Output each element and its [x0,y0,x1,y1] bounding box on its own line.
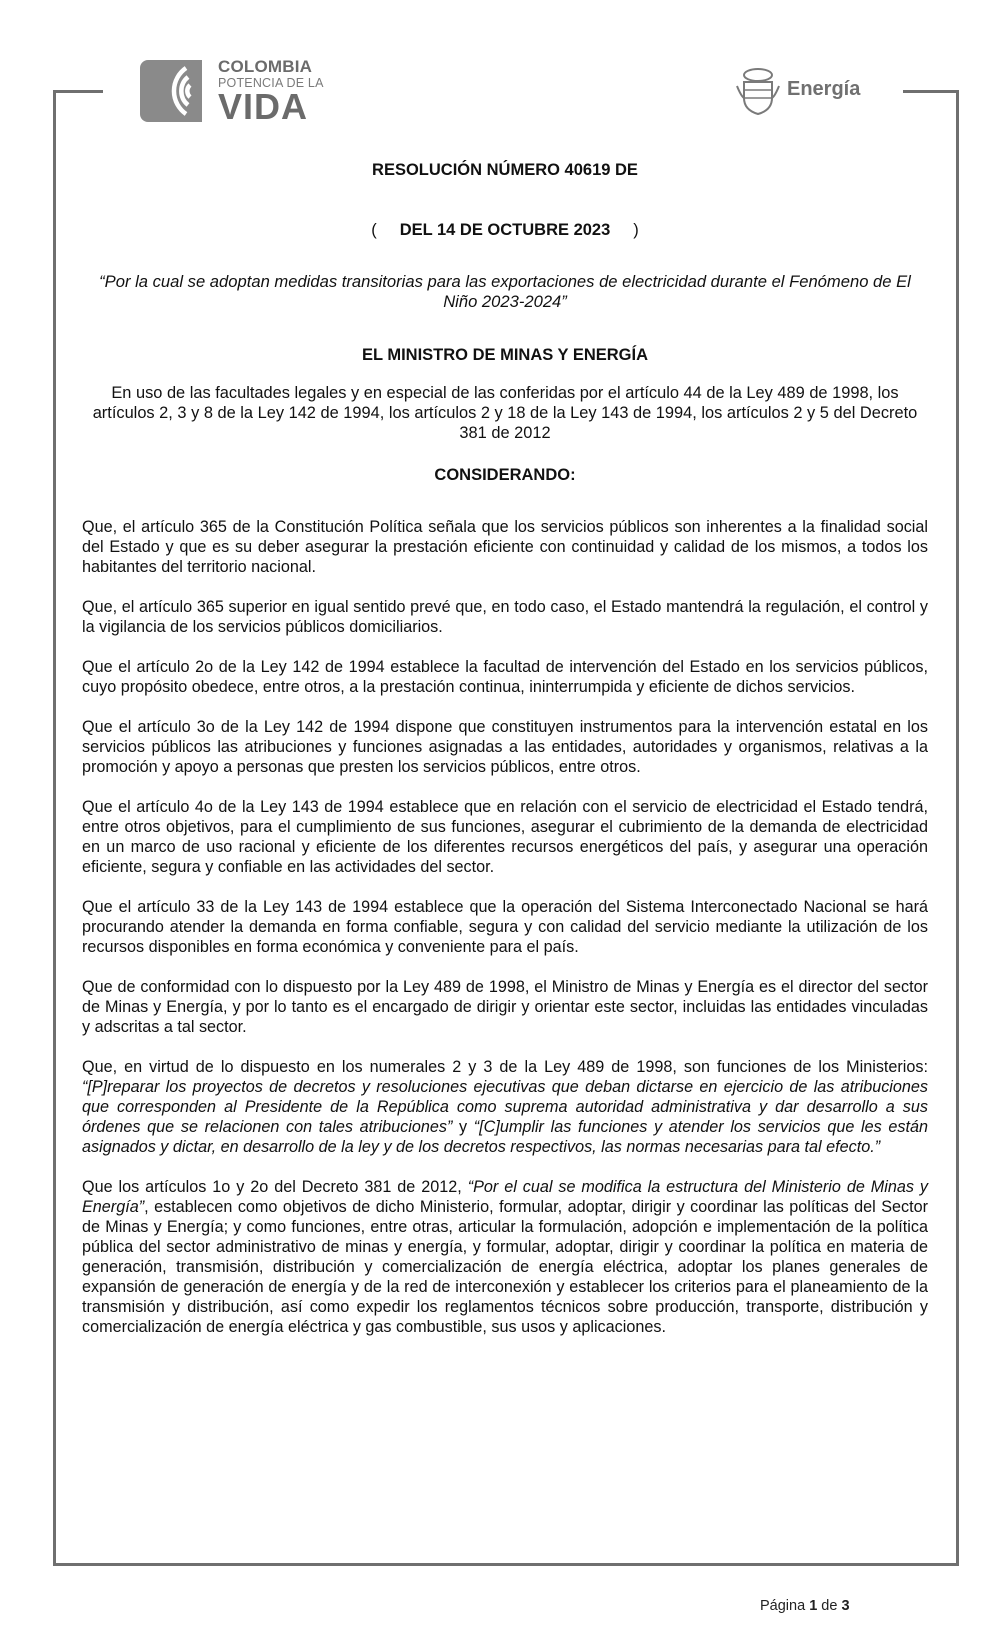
colombia-potencia-de-la-vida-logo [140,58,330,128]
of-label: de [821,1598,838,1614]
energia-logo-label: Energía [787,78,861,100]
paragraph-text: Que, en virtud de lo dispuesto en los numerales 2 y 3 de la Ley 489 de 1998, son funciones de los Ministerios: [82,1058,928,1076]
paragraph-ministry-functions [82,1057,928,1157]
decree-title-quote: “Por el cual se modifica la estructura del Ministerio de Minas y Energía” [82,1178,928,1216]
quoted-function-2: “[C]umplir las funciones y atender los servicios que les están asignados y dictar, en desarrollo de la ley y de los decretos respectivos, las normas necesarias para tal efecto.” [82,1118,928,1156]
logo-line-vida: VIDA [218,86,309,127]
page-number [760,1598,850,1614]
frame-top-right-line [903,90,956,93]
issuer-heading: EL MINISTRO DE MINAS Y ENERGÍA [361,346,649,364]
paragraph: Que, el artículo 365 superior en igual sentido prevé que, en todo caso, el Estado mantendrá la regulación, el control y la vigilancia de los servicios públicos domiciliarios. [82,598,928,636]
total-pages: 3 [841,1598,850,1614]
paragraph-text: y [452,1118,474,1136]
resolution-date: DEL 14 DE OCTUBRE 2023 [399,221,611,239]
date-open-paren: ( [371,221,377,239]
paragraph: Que, el artículo 365 de la Constitución Política señala que los servicios públicos son inherentes a la finalidad social del Estado y que es su deber asegurar la prestación eficiente con continuidad y calidad de los mismos, a todos los habitantes del territorio nacional. [82,518,928,576]
quoted-function-1: “[P]reparar los proyectos de decretos y resoluciones ejecutivas que deban dictarse en ejercicio de las atribuciones que corresponden al Presidente de la República como suprema autoridad administrativa y dar desarrollo a sus órdenes que se relacionen con tales atribuciones” [82,1078,928,1136]
paragraph: Que de conformidad con lo dispuesto por la Ley 489 de 1998, el Ministro de Minas y Energía es el director del sector de Minas y Energía, y por lo tanto es el encargado de dirigir y orientar este sector, incluidas las entidades vinculadas y adscritas a tal sector. [82,978,928,1036]
paragraph-decree-381 [82,1177,928,1337]
resolution-subject: “Por la cual se adoptan medidas transitorias para las exportaciones de electricidad durante el Fenómeno de El Niño 2023-2024” [99,272,911,311]
legal-powers: En uso de las facultades legales y en especial de las conferidas por el artículo 44 de la Ley 489 de 1998, los artículos 2, 3 y 8 de la Ley 142 de 1994, los artículos 2 y 18 de la Ley 143 de 1994, los artículos 2 y 5 del Decreto 381 de 2012 [92,384,918,442]
resolution-title: RESOLUCIÓN NÚMERO 40619 DE [372,161,638,179]
page-label: Página [760,1598,806,1614]
frame-top-left-line [53,90,103,93]
resolution-date-line [82,220,928,240]
paragraph: Que el artículo 33 de la Ley 143 de 1994 establece que la operación del Sistema Interconectado Nacional se hará procurando atender la demanda en forma confiable, segura y con calidad del servicio mediante la utilización de los recursos disponibles en forma económica y conveniente para el país. [82,898,928,956]
paragraph: Que el artículo 2o de la Ley 142 de 1994 establece la facultad de intervención del Estado en los servicios públicos, cuyo propósito obedece, entre otros, a la prestación continua, ininterrumpida y eficiente de dichos servicios. [82,658,928,696]
coat-of-arms-icon [735,66,781,116]
document-body [82,160,928,1357]
paragraph-text: , establecen como objetivos de dicho Ministerio, formular, adoptar, dirigir y coordinar las políticas del Sector de Minas y Energía; y como funciones, entre otras, articular la formulación, adopción e implementación de la política pública del sector administrativo de minas y energía, y formular, adoptar, dirigir y coordinar la política en materia de generación, transmisión, distribución y comercialización de energía eléctrica, adoptar los planes generales de expansión de generación de energía y de la red de interconexión y establecer los criterios para el planeamiento de la transmisión y distribución, así como expedir los reglamentos técnicos sobre producción, transporte, distribución y comercialización de energía eléctrica y gas combustible, sus usos y aplicaciones. [82,1198,928,1336]
current-page: 1 [809,1598,818,1614]
considering-paragraphs [82,517,928,1337]
date-close-paren: ) [633,221,639,239]
colombia-waves-icon [140,58,204,124]
energia-ministry-logo [735,66,895,122]
logo-line-colombia: COLOMBIA [218,57,313,76]
paragraph: Que el artículo 3o de la Ley 142 de 1994 dispone que constituyen instrumentos para la intervención estatal en los servicios públicos las atribuciones y funciones asignadas a las entidades, autoridades y organismos, relativas a la promoción y apoyo a personas que presten los servicios públicos, entre otros. [82,718,928,776]
paragraph-text: Que los artículos 1o y 2o del Decreto 381 de 2012, [82,1178,468,1196]
paragraph: Que el artículo 4o de la Ley 143 de 1994 establece que en relación con el servicio de electricidad el Estado tendrá, entre otros objetivos, para el cumplimiento de sus funciones, asegurar el cubrimiento de la demanda de electricidad en un marco de uso racional y eficiente de los diferentes recursos energéticos del país, y asegurar una operación eficiente, segura y confiable en las actividades del sector. [82,798,928,876]
logo-line-potencia: POTENCIA DE LA [218,76,324,90]
considering-heading: CONSIDERANDO: [434,466,576,484]
